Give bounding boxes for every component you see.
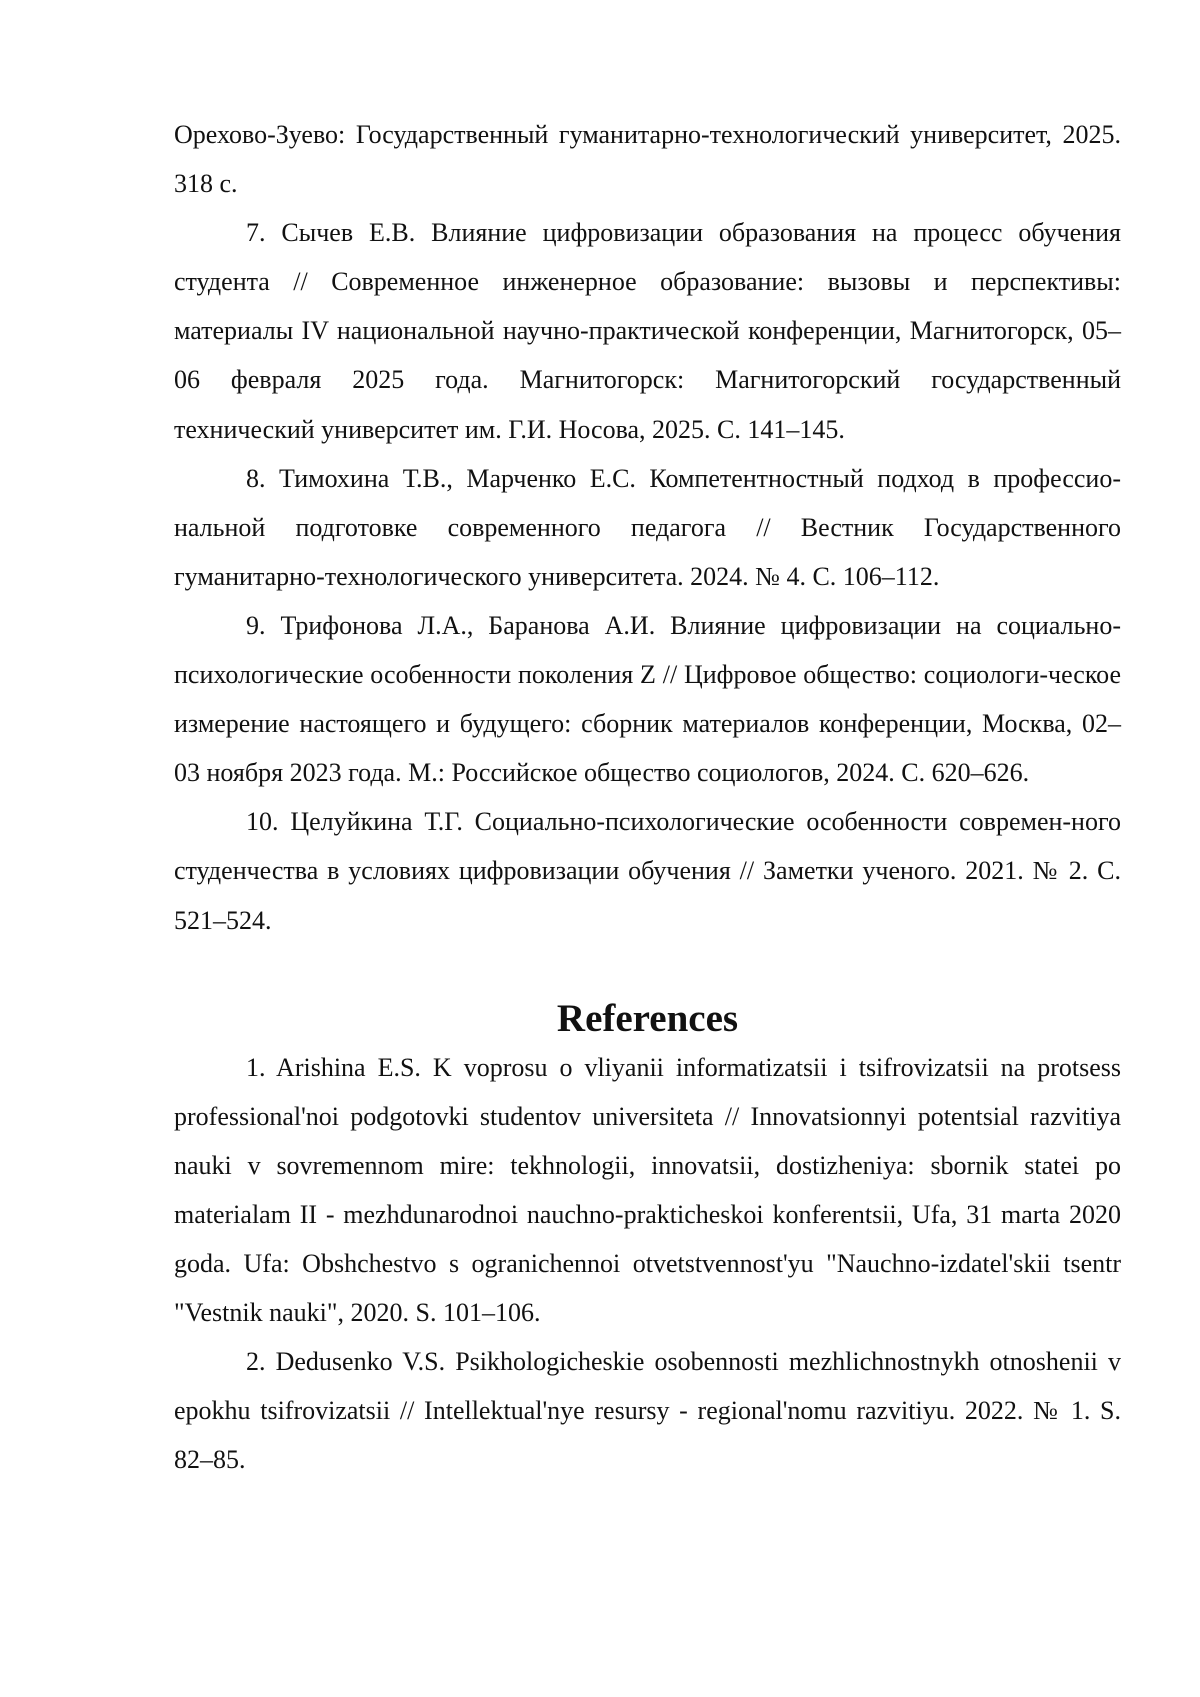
reference-item-7: 7. Сычев Е.В. Влияние цифровизации образования на процесс обучения студента // Современное инженерное образование: вызовы и перспективы: материалы IV национальной научно-практической конференции, Магнитогорск, 05–06 февраля 2025 года. Магнитогорск: Магнитогорский государственный технический университет им. Г.И. Носова, 2025. С. 141–145. (174, 218, 1121, 444)
references-heading: References (556, 996, 739, 1040)
reference-en-item-2: 2. Dedusenko V.S. Psikhologicheskie osobennosti mezhlichnostnykh otnoshenii v epokhu tsifrovizatsii // Intellektual'nye resursy - regional'nomu razvitiyu. 2022. № 1. S. 82–85. (174, 1347, 1121, 1475)
reference-en-item-1: 1. Arishina E.S. K voprosu o vliyanii informatizatsii i tsifrovizatsii na protsess professional'noi podgotovki studentov universiteta // Innovatsionnyi potentsial razvitiya nauki v sovremennom mire: tekhnologii, innovatsii, dostizheniya: sbornik statei po materialam II - mezhdunarodnoi nauchno-prakticheskoi konferentsii, Ufa, 31 marta 2020 goda. Ufa: Obshchestvo s ogranichennoi otvetstvennost'yu "Nauchno-izdatel'skii tsentr "Vestnik nauki", 2020. S. 101–106. (174, 1052, 1121, 1328)
reference-item-10: 10. Целуйкина Т.Г. Социально-психологические особенности современ-ного студенчества в условиях цифровизации обучения // Заметки ученого. 2021. № 2. С. 521–524. (174, 807, 1121, 935)
reference-item-9: 9. Трифонова Л.А., Баранова А.И. Влияние цифровизации на социально-психологические особенности поколения Z // Цифровое общество: социологи-ческое измерение настоящего и будущего: сборник материалов конференции, Москва, 02–03 ноября 2023 года. М.: Российское общество социологов, 2024. С. 620–626. (174, 610, 1121, 788)
reference-continuation: Орехово-Зуево: Государственный гуманитарно-технологический университет, 2025. 318 с. (174, 120, 1121, 199)
document-page (174, 110, 1121, 1485)
reference-item-8: 8. Тимохина Т.В., Марченко Е.С. Компетентностный подход в профессио-нальной подготовке современного педагога // Вестник Государственного гуманитарно-технологического университета. 2024. № 4. С. 106–112. (174, 463, 1121, 591)
